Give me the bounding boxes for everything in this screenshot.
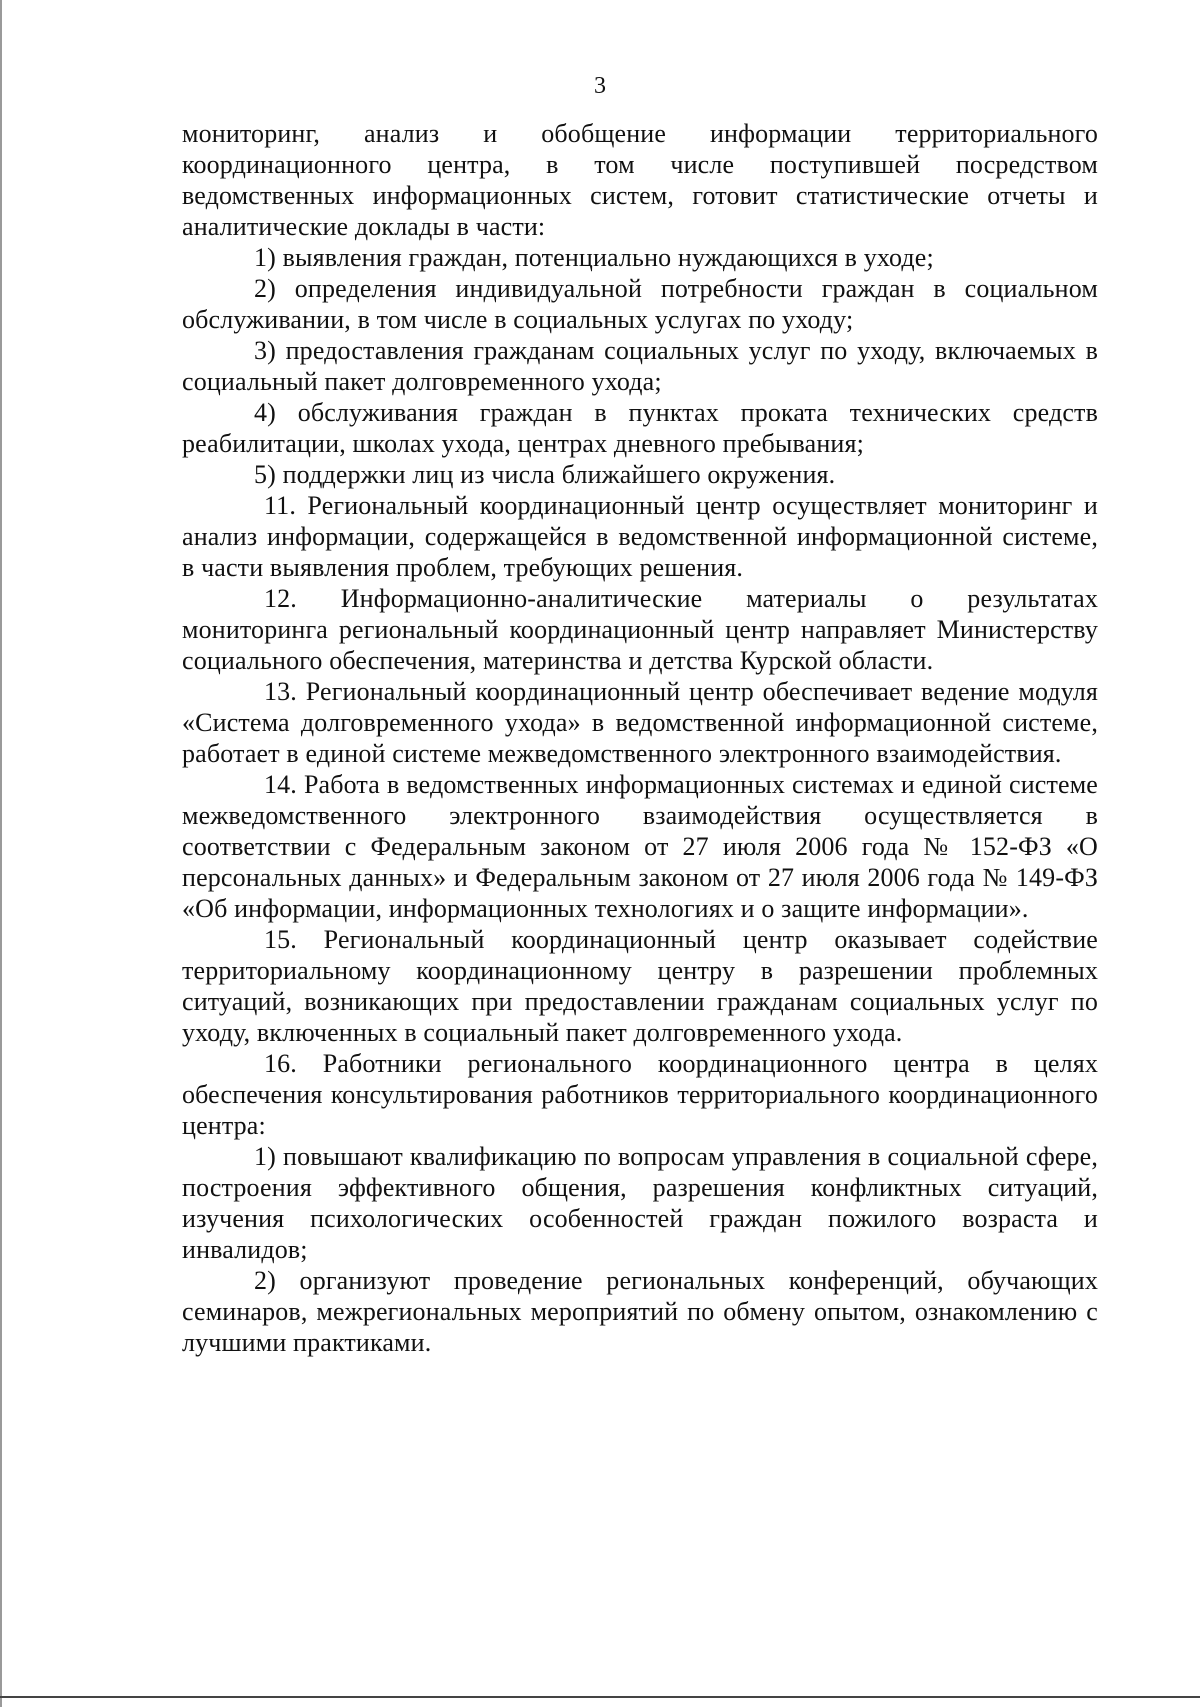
list-item-5: 5) поддержки лиц из числа ближайшего окружения. [254, 460, 836, 489]
clause-16-item-1: 1) повышают квалификацию по вопросам управления в социальной сфере, построения эффективного общения, разрешения конфликтных ситуаций, изучения психологических особенностей граждан пожилого возраста и инвалидов; [182, 1142, 1098, 1264]
clause-15: 15. Региональный координационный центр оказывает содействие территориальному координационному центру в разрешении проблемных ситуаций, возникающих при предоставлении гражданам социальных услуг по уходу, включенных в социальный пакет долговременного ухода. [182, 925, 1098, 1047]
clause-16-item-2: 2) организуют проведение региональных конференций, обучающих семинаров, межрегиональных мероприятий по обмену опытом, ознакомлению с лучшими практиками. [182, 1266, 1098, 1357]
list-item-3: 3) предоставления гражданам социальных услуг по уходу, включаемых в социальный пакет долговременного ухода; [182, 336, 1098, 396]
clause-16: 16. Работники регионального координационного центра в целях обеспечения консультирования работников территориального координационного центра: [182, 1049, 1098, 1140]
clause-11: 11. Региональный координационный центр осуществляет мониторинг и анализ информации, содержащейся в ведомственной информационной системе, в части выявления проблем, требующих решения. [182, 491, 1098, 582]
page-number: 3 [594, 73, 606, 99]
clause-14: 14. Работа в ведомственных информационных системах и единой системе межведомственного электронного взаимодействия осуществляется в соответствии с Федеральным законом от 27 июля 2006 года № 152-ФЗ «О персональных данных» и Федеральным законом от 27 июля 2006 года № 149-ФЗ «Об информации, информационных технологиях и о защите информации». [182, 770, 1098, 923]
clause-12: 12. Информационно-аналитические материалы о результатах мониторинга региональный координационный центр направляет Министерству социального обеспечения, материнства и детства Курской области. [182, 584, 1098, 675]
scan-edge-left [0, 0, 2, 1707]
document-body [182, 118, 1098, 1358]
scan-edge-bottom [0, 1696, 1200, 1698]
list-item-4: 4) обслуживания граждан в пунктах проката технических средств реабилитации, школах ухода, центрах дневного пребывания; [182, 398, 1098, 458]
clause-13: 13. Региональный координационный центр обеспечивает ведение модуля «Система долговременного ухода» в ведомственной информационной системе, работает в единой системе межведомственного электронного взаимодействия. [182, 677, 1098, 768]
paragraph-monitoring-intro: мониторинг, анализ и обобщение информации территориального координационного центра, в том числе поступившей посредством ведомственных информационных систем, готовит статистические отчеты и аналитические доклады в части: [182, 119, 1098, 241]
list-item-1: 1) выявления граждан, потенциально нуждающихся в уходе; [254, 243, 934, 272]
list-item-2: 2) определения индивидуальной потребности граждан в социальном обслуживании, в том числе в социальных услугах по уходу; [182, 274, 1098, 334]
